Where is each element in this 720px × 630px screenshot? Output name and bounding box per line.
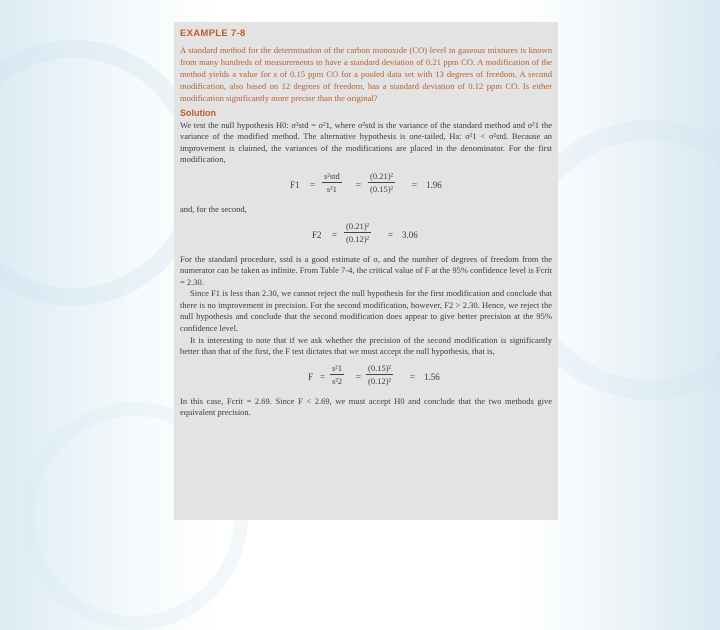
solution-heading: Solution [180, 107, 216, 118]
eq2-lhs: F2 [312, 229, 322, 240]
eq1-fraction-values: $\frac{\text{(0.21)²}}{\text{(0.15)²}}$ [370, 170, 394, 194]
eq1-lhs: F1 [290, 179, 300, 190]
eq1-result: 1.96 [426, 179, 442, 190]
textbook-page [174, 22, 558, 520]
eq2-result: 3.06 [402, 229, 418, 240]
paragraph-critical-value: For the standard procedure, sstd is a good estimate of σ, and the number of degrees of freedom from the numerator can be taken as infinite. From Table 7-4, the critical value of F at the 95% confidence level is Fcrit = 2.30. [180, 253, 552, 287]
paragraph-conclusion: Since F1 is less than 2.30, we cannot reject the null hypothesis for the first modification and conclude that there is no improvement in precision. For the second modification, however, F2 > 2.30. Hence, we reject the null hypothesis and conclude that the second modification does appear to give better precision at the 95% confidence level. [180, 288, 552, 334]
paragraph-hypothesis: We test the null hypothesis H0: σ²std = σ²1, where σ²std is the variance of the standard method and σ²1 the variance of the modified method. The alternative hypothesis is one-tailed, Ha: σ²1 < σ²std. Because an improvement is claimed, the variances of the modifications are placed in the denominator. For the first modification, [180, 119, 552, 165]
eq3-fraction-values: $\frac{\text{(0.15)²}}{\text{(0.12)²}}$ [368, 362, 392, 386]
eq3-lhs: F [308, 371, 314, 382]
paragraph-and-second: and, for the second, [180, 203, 247, 214]
eq3-result: 1.56 [424, 371, 440, 382]
eq2-fraction: $\frac{\text{(0.21)²}}{\text{(0.12)²}}$ [346, 220, 370, 244]
paragraph-final: In this case, Fcrit = 2.69. Since F < 2.69, we must accept H0 and conclude that the two methods give equivalent precision. [180, 395, 552, 418]
problem-statement: A standard method for the determination of the carbon monoxide (CO) level in gaseous mixtures is known from many hundreds of measurements to have a standard deviation of 0.21 ppm CO. A modification of the method yields a value for s of 0.15 ppm CO for a pooled data set with 13 degrees of freedom. A second modification, also based on 12 degrees of freedom, has a standard deviation of 0.12 ppm CO. Is either modification significantly more precise than the original? [180, 45, 552, 103]
paragraph-comparison: It is interesting to note that if we ask whether the precision of the second modification is significantly better than that of the first, the F test dictates that we must accept the null hypothesis, that is, [180, 334, 552, 357]
example-title: EXAMPLE 7-8 [180, 28, 246, 39]
equation-f3: F = $\frac{\text{s²1}}{\text{s²2}}$ = $\frac{\text{(0.15)²}}{\text{(0.12)²}}$ = 1.56 [308, 362, 440, 386]
equation-f2: F2 = $\frac{\text{(0.21)²}}{\text{(0.12)²}}$ = 3.06 [312, 220, 418, 244]
eq3-fraction-symbolic: $\frac{\text{s²1}}{\text{s²2}}$ [332, 362, 343, 386]
equation-f1: F1 = s²std s²1 = $\frac{\text{(0.21)²}}{\text{(0.15)²}}$ = 1.96 [290, 170, 442, 194]
eq1-fraction-symbolic: s²std s²1 [324, 170, 340, 194]
